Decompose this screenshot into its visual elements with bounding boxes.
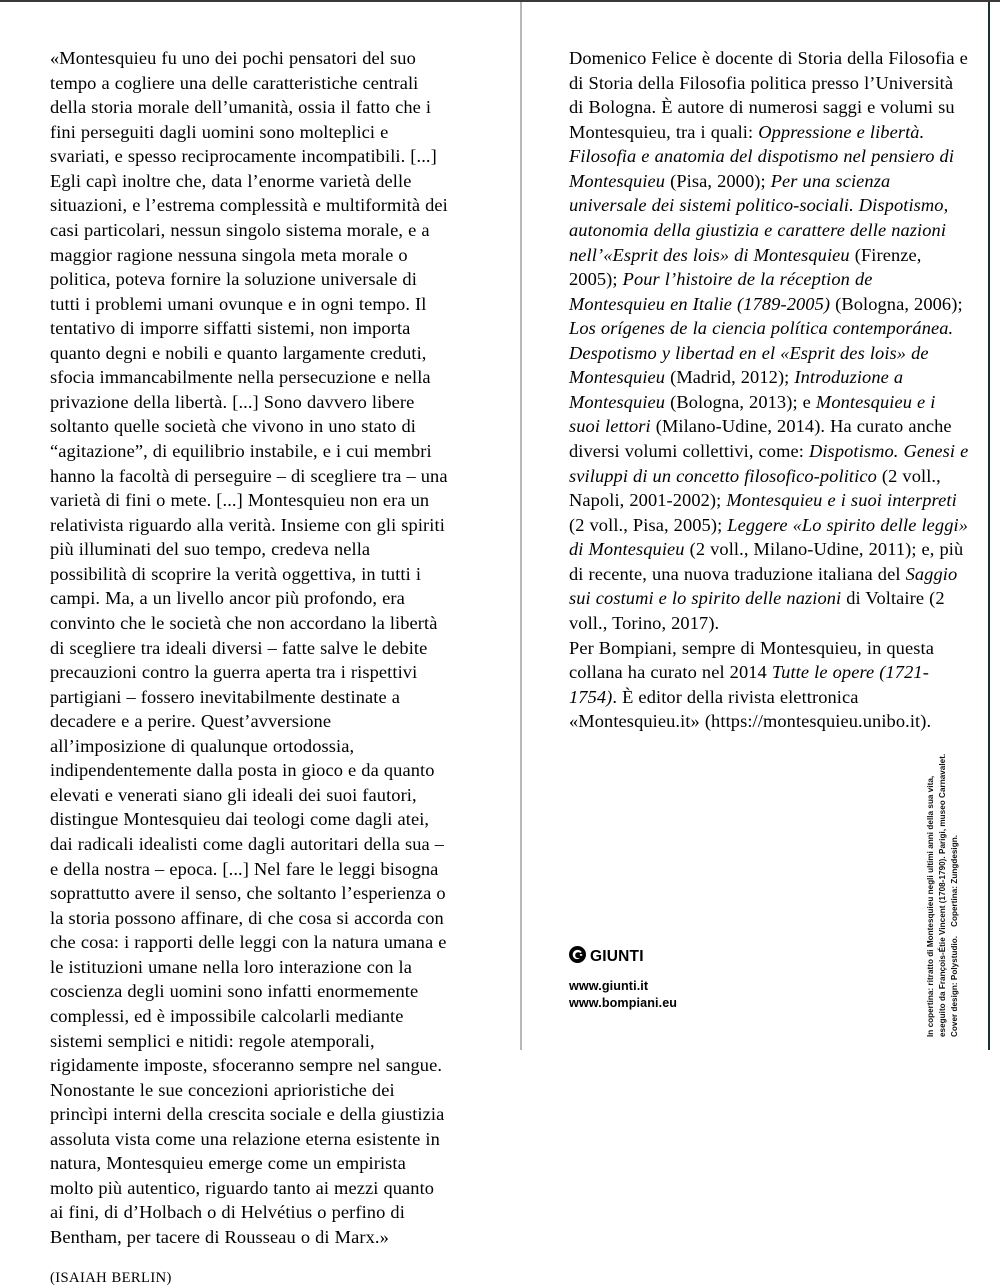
bio-title-italic: Montesquieu e i suoi interpreti xyxy=(726,490,957,511)
bio-title-italic: Montesquieu e i suoi lettori xyxy=(569,391,936,437)
bio-text: (Pisa, 2000); xyxy=(665,170,771,191)
back-cover-column xyxy=(0,2,520,1286)
bio-title-italic: Leggere «Lo spirito delle leggi» di Montesquieu xyxy=(569,514,969,560)
credit-line-3 xyxy=(949,717,961,1037)
publisher-websites xyxy=(569,978,869,1012)
bio-text: (Firenze, 2005); xyxy=(569,244,922,290)
bio-text: Domenico Felice è docente di Storia della Filosofia e di Storia della Filosofia politica presso l’Università di Bologna. È autore di numerosi saggi e volumi su Montesquieu, tra i quali: xyxy=(569,48,968,142)
website-giunti[interactable]: www.giunti.it xyxy=(569,979,649,993)
bio-title-italic: Pour l’histoire de la réception de Montesquieu en Italie (1789-2005) xyxy=(569,269,873,314)
bio-text: (Madrid, 2012); xyxy=(665,367,795,388)
blurb-attribution: (ISAIAH BERLIN) xyxy=(50,1269,172,1286)
credit-line-2: eseguito da François-Étie Vincent (1708-1790). Parigi, museo Carnavalet. xyxy=(938,753,948,1037)
author-bio-block xyxy=(569,46,969,734)
bio-paragraph xyxy=(569,46,969,636)
bio-title-italic: Introduzione a Montesquieu xyxy=(569,367,904,412)
blurb-text: «Montesquieu fu uno dei pochi pensatori del suo tempo a cogliere una delle caratteristiche centrali della storia morale dell’umanità, ossia il fatto che i fini perseguiti dagli uomini sono molteplici e svariati, e spesso reciprocamente incompatibili. [...] Egli capì inoltre che, data l’enorme varietà delle situazioni, e l’estrema complessità e multiformità dei casi particolari, nessun singolo sistema morale, e a maggior ragione nessuna singola meta morale o politica, poteva fornire la soluzione universale di tutti i problemi umani ovunque e in ogni tempo. Il tentativo di imporre siffatti sistemi, non importa quanto degni e nobili e quanto largamente creduti, sfocia immancabilmente nella persecuzione e nella privazione della libertà. [...] Sono davvero libere soltanto quelle società che vivono in uno stato di “agitazione”, di equilibrio instabile, e i cui membri hanno la facoltà di perseguire – di scegliere tra – una varietà di fini o mete. [...] Montesquieu non era un relativista riguardo alla verità. Insieme con gli spiriti più illuminati del suo tempo, credeva nella possibilità di scoprire la verità oggettiva, in tutti i campi. Ma, a un livello ancor più profondo, era convinto che le società che non accordano la libertà di scegliere tra ideali diversi – fatte salve le debite precauzioni contro la guerra aperta tra i rispettivi partigiani – fossero inevitabilmente destinate a decadere e a perire. Quest’avversione all’imposizione di qualunque ortodossia, indipendentemente dalla posta in gioco e da quanto elevati e venerati siano gli ideali dei suoi fautori, distingue Montesquieu dai teologi come dagli atei, dai radicali idealisti come dagli autoritari della sua – e della nostra – epoca. [...] Nel fare le leggi bisogna soprattutto avere il senso, che soltanto l’esperienza o la storia possono affinare, di che cosa si accorda con che cosa: i rapporti delle leggi con la natura umana e le istituzioni umane nella loro interazione con la coscienza degli uomini sono infatti enormemente complessi, ed è impossibile calcolarli mediante sistemi semplici e nitidi: regole atemporali, rigidamente imposte, sfoceranno sempre nel sangue. Nonostante le sue concezioni aprioristiche dei princìpi interni della crescita sociale e della giustizia assoluta vista come una relazione eterna esistente in natura, Montesquieu emerge come un empirista molto più autentico, riguardo tanto ai mezzi quanto ai fini, di d’Holbach o di Helvétius o perfino di Bentham, per tacere di Rousseau o di Marx.» xyxy=(50,48,448,1247)
bio-title-italic: Per una scienza universale dei sistemi politico-sociali. Dispotismo, autonomia della giustizia e carattere delle nazioni nell’«Esprit des lois» di Montesquieu xyxy=(569,170,949,265)
giunti-swirl-logo-icon xyxy=(569,946,586,968)
bio-title-italic: Dispotismo. Genesi e sviluppi di un concetto filosofico-politico xyxy=(569,441,969,486)
bio-paragraph xyxy=(569,636,969,734)
publisher-block xyxy=(569,947,869,1012)
website-bompiani[interactable]: www.bompiani.eu xyxy=(569,996,678,1011)
bio-text: (2 voll., Pisa, 2005); xyxy=(569,514,728,535)
credit-copertina: Copertina: Zungdesign. xyxy=(950,834,960,927)
publisher-logo xyxy=(569,947,869,967)
bio-title-italic: Tutte le opere (1721-1754) xyxy=(569,662,929,707)
bio-text: (Bologna, 2006); xyxy=(830,293,963,314)
bio-text: . È editor della rivista elettronica «Montesquieu.it» (https://montesquieu.unibo.it). xyxy=(569,686,932,732)
bio-title-italic: Saggio sui costumi e lo spirito delle nazioni xyxy=(569,563,958,609)
blurb-block xyxy=(50,46,450,1288)
bio-title-italic: Los orígenes de la ciencia política contemporánea. Despotismo y libertad en el «Esprit des lois» de Montesquieu xyxy=(569,318,954,388)
bio-text: (Milano-Udine, 2014). Ha curato anche diversi volumi collettivi, come: xyxy=(569,416,952,461)
bio-text: (2 voll., Napoli, 2001-2002); xyxy=(569,465,941,511)
credit-cover-design: Cover design: Polystudio. xyxy=(950,935,960,1037)
bio-text: (2 voll., Milano-Udine, 2011); e, più di recente, una nuova traduzione italiana del xyxy=(569,539,964,584)
bio-text: Per Bompiani, sempre di Montesquieu, in questa collana ha curato nel 2014 xyxy=(569,637,934,683)
author-flap-column xyxy=(522,2,988,1050)
bio-text: di Voltaire (2 voll., Torino, 2017). xyxy=(569,588,945,633)
bio-title-italic: Oppressione e libertà. Filosofia e anatomia del dispotismo nel pensiero di Montesquieu xyxy=(569,121,955,191)
publisher-name: GIUNTI xyxy=(590,948,644,966)
bio-text: (Bologna, 2013); e xyxy=(665,391,816,412)
credit-line-1: In copertina: ritratto di Montesquieu negli ultimi anni della sua vita, xyxy=(926,775,935,1037)
right-edge-rule xyxy=(988,2,990,1050)
